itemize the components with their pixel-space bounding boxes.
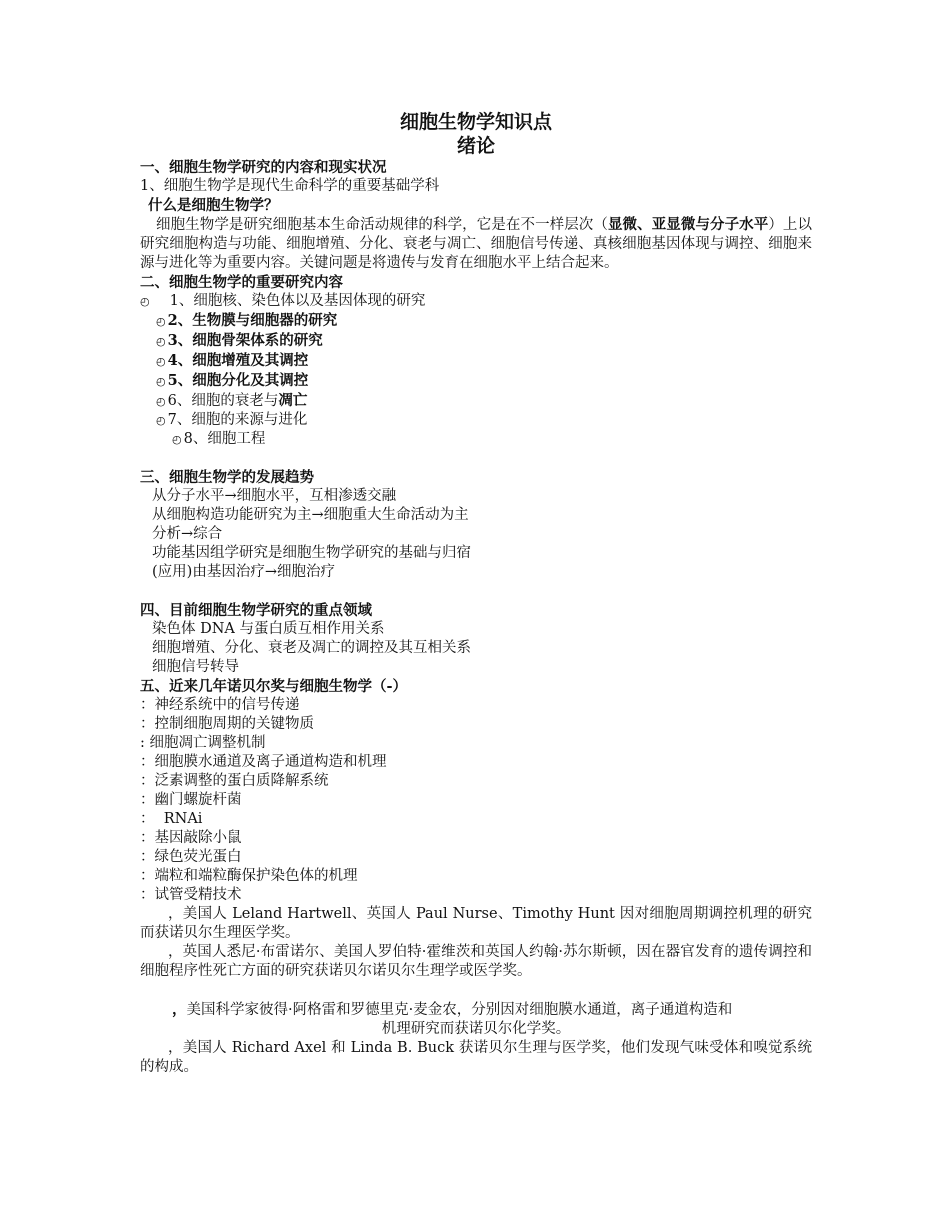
nobel-list-item: ：控制细胞周期的关键物质: [140, 716, 314, 732]
section-5-heading: 五、近来几年诺贝尔奖与细胞生物学（-）: [140, 678, 408, 695]
section-2-heading: 二、细胞生物学的重要研究内容: [140, 274, 343, 291]
section-1-paragraph: [140, 215, 812, 273]
section-3-heading: 三、细胞生物学的发展趋势: [140, 469, 314, 486]
section-4-heading: 四、目前细胞生物学研究的重点领域: [140, 602, 372, 619]
spacer: [140, 449, 812, 468]
clock-icon: ◴: [140, 295, 150, 308]
section-1-line: 1、细胞生物学是现代生命科学的重要基础学科: [140, 178, 440, 194]
section-2-item-5: ◴ 5、细胞分化及其调控: [156, 372, 309, 389]
nobel-paragraph-3-cont: 机理研究而获诺贝尔化学奖。: [381, 1021, 571, 1037]
clock-icon: ◴: [156, 315, 166, 328]
paragraph-text-b: ）上以研究细胞构造与功能、细胞增殖、分化、衰老与凋亡、细胞信号传递、真核细胞基因体现与调控、细胞来源与进化等为重要内容。关键问题是将遗传与发育在细胞水平上结合起来。: [140, 217, 813, 271]
nobel-list-item: : 细胞凋亡调整机制: [140, 735, 266, 751]
nobel-paragraph-2: ，英国人悉尼·布雷诺尔、美国人罗伯特·霍维茨和英国人约翰·苏尔斯顿，因在器官发育的遗传调控和细胞程序性死亡方面的研究获诺贝尔诺贝尔生理学或医学奖。: [140, 944, 812, 979]
section-3-line: 从分子水平→细胞水平，互相渗透交融: [152, 488, 397, 504]
section-3-line: 功能基因组学研究是细胞生物学研究的基础与归宿: [152, 545, 471, 561]
clock-icon: ◴: [156, 335, 166, 348]
spacer: [140, 582, 812, 601]
section-1-question: 什么是细胞生物学？: [148, 197, 279, 214]
nobel-list-item: ：泛素调整的蛋白质降解系统: [140, 773, 329, 789]
nobel-list-item: ：端粒和端粒酶保护染色体的机理: [140, 868, 358, 884]
section-2-item-4: ◴ 4、细胞增殖及其调控: [156, 352, 309, 369]
clock-icon: ◴: [156, 414, 166, 427]
section-1-heading: 一、细胞生物学研究的内容和现实状况: [140, 159, 387, 176]
nobel-paragraph-1: ，美国人 Leland Hartwell、英国人 Paul Nurse、Timothy Hunt 因对细胞周期调控机理的研究而获诺贝尔生理医学奖。: [140, 906, 812, 941]
document-page: [140, 110, 812, 1077]
section-2-item-2: ◴ 2、生物膜与细胞器的研究: [156, 312, 338, 329]
section-3-line: 从细胞构造功能研究为主→细胞重大生命活动为主: [152, 507, 469, 523]
spacer: [140, 981, 812, 1000]
paragraph-bold: 显微、亚显微与分子水平: [607, 216, 769, 233]
nobel-list-item: ：细胞膜水通道及离子通道构造和机理: [140, 754, 387, 770]
nobel-paragraph-3: ，美国科学家彼得·阿格雷和罗德里克·麦金农，分别因对细胞膜水通道，离子通道构造和: [172, 1001, 733, 1018]
section-2-item-3: ◴ 3、细胞骨架体系的研究: [156, 332, 323, 349]
section-3-line: 分析→综合: [152, 526, 223, 542]
nobel-paragraph-4: ，美国人 Richard Axel 和 Linda B. Buck 获诺贝尔生理与医学奖，他们发现气味受体和嗅觉系统的构成。: [140, 1040, 812, 1075]
section-3-line: (应用)由基因治疗→细胞治疗: [152, 564, 335, 580]
document-title: 细胞生物学知识点: [399, 111, 552, 133]
clock-icon: ◴: [156, 375, 166, 388]
clock-icon: ◴: [156, 395, 166, 408]
section-2-item-8: ◴ 8、细胞工程: [172, 431, 266, 447]
nobel-list-item: ：试管受精技术: [140, 887, 242, 903]
section-2-item-7: ◴ 7、细胞的来源与进化: [156, 412, 308, 428]
paragraph-text-a: 细胞生物学是研究细胞基本生命活动规律的科学，它是在不一样层次（: [156, 217, 608, 233]
nobel-list-item: ：幽门螺旋杆菌: [140, 792, 242, 808]
clock-icon: ◴: [156, 355, 166, 368]
document-subtitle: 绪论: [456, 135, 495, 157]
section-4-line: 染色体 DNA 与蛋白质互相作用关系: [152, 621, 385, 637]
section-4-line: 细胞增殖、分化、衰老及凋亡的调控及其互相关系: [152, 640, 471, 656]
nobel-list-item: ：绿色荧光蛋白: [140, 849, 242, 865]
section-2-item-6: ◴ 6、细胞的衰老与凋亡: [156, 392, 308, 409]
section-4-line: 细胞信号转导: [152, 659, 239, 675]
clock-icon: ◴: [172, 433, 182, 446]
section-2-item-1: ◴ 1、细胞核、染色体以及基因体现的研究: [140, 293, 426, 309]
nobel-list-item: ：基因敲除小鼠: [140, 830, 242, 846]
nobel-list-item: ：神经系统中的信号传递: [140, 697, 300, 713]
nobel-list-item: ： RNAi: [140, 811, 203, 827]
